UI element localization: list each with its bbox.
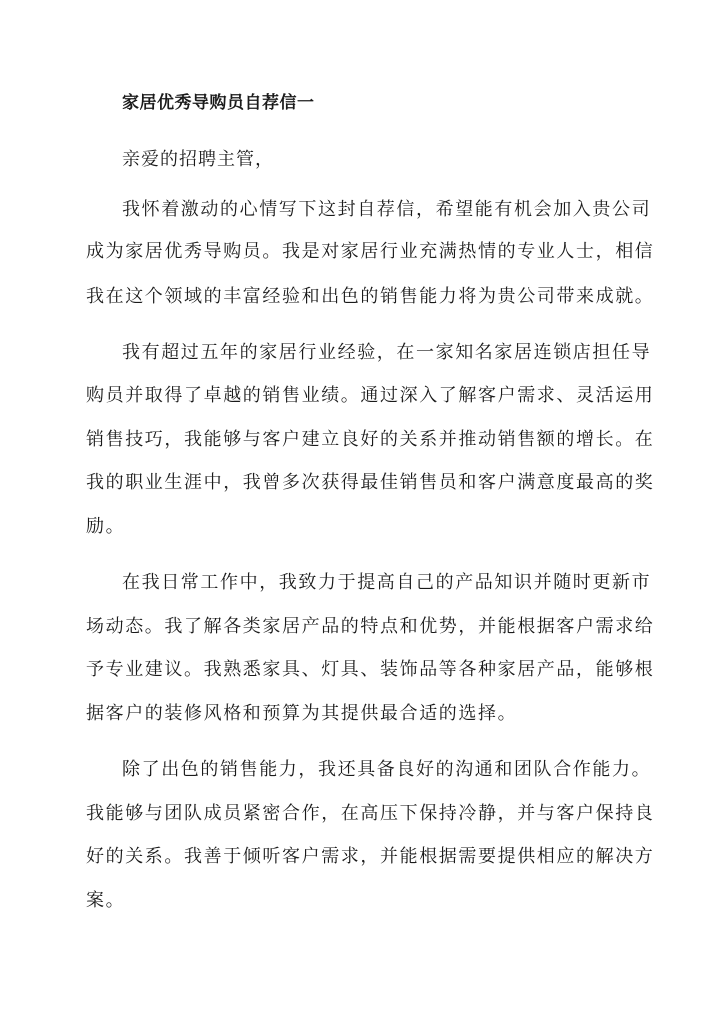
document-title: 家居优秀导购员自荐信一 — [122, 93, 315, 113]
paragraph-line: 我有超过五年的家居行业经验，在一家知名家居连锁店担任导 — [122, 342, 652, 363]
paragraph-line: 成为家居优秀导购员。我是对家居行业充满热情的专业人士，相信 — [86, 241, 655, 262]
paragraph-line: 场动态。我了解各类家居产品的特点和优势，并能根据客户需求给 — [86, 616, 655, 637]
paragraph-line: 案。 — [86, 890, 126, 911]
paragraph-line: 予专业建议。我熟悉家具、灯具、装饰品等各种家居产品，能够根 — [86, 659, 655, 680]
paragraph-line: 据客户的装修风格和预算为其提供最合适的选择。 — [86, 703, 518, 724]
paragraph-line: 我能够与团队成员紧密合作，在高压下保持冷静，并与客户保持良 — [86, 803, 655, 824]
paragraph-line: 我的职业生涯中，我曾多次获得最佳销售员和客户满意度最高的奖 — [86, 472, 655, 493]
paragraph-line: 销售技巧，我能够与客户建立良好的关系并推动销售额的增长。在 — [86, 429, 655, 450]
paragraph-line: 在我日常工作中，我致力于提高自己的产品知识并随时更新市 — [122, 572, 652, 593]
paragraph-line: 我在这个领域的丰富经验和出色的销售能力将为贵公司带来成就。 — [86, 286, 655, 307]
salutation: 亲爱的招聘主管， — [122, 149, 274, 170]
paragraph-line: 购员并取得了卓越的销售业绩。通过深入了解客户需求、灵活运用 — [86, 385, 655, 406]
paragraph-line: 除了出色的销售能力，我还具备良好的沟通和团队合作能力。 — [122, 759, 652, 780]
paragraph-line: 我怀着激动的心情写下这封自荐信，希望能有机会加入贵公司 — [122, 199, 652, 220]
paragraph-line: 励。 — [86, 516, 126, 537]
paragraph-line: 好的关系。我善于倾听客户需求，并能根据需要提供相应的解决方 — [86, 846, 655, 867]
